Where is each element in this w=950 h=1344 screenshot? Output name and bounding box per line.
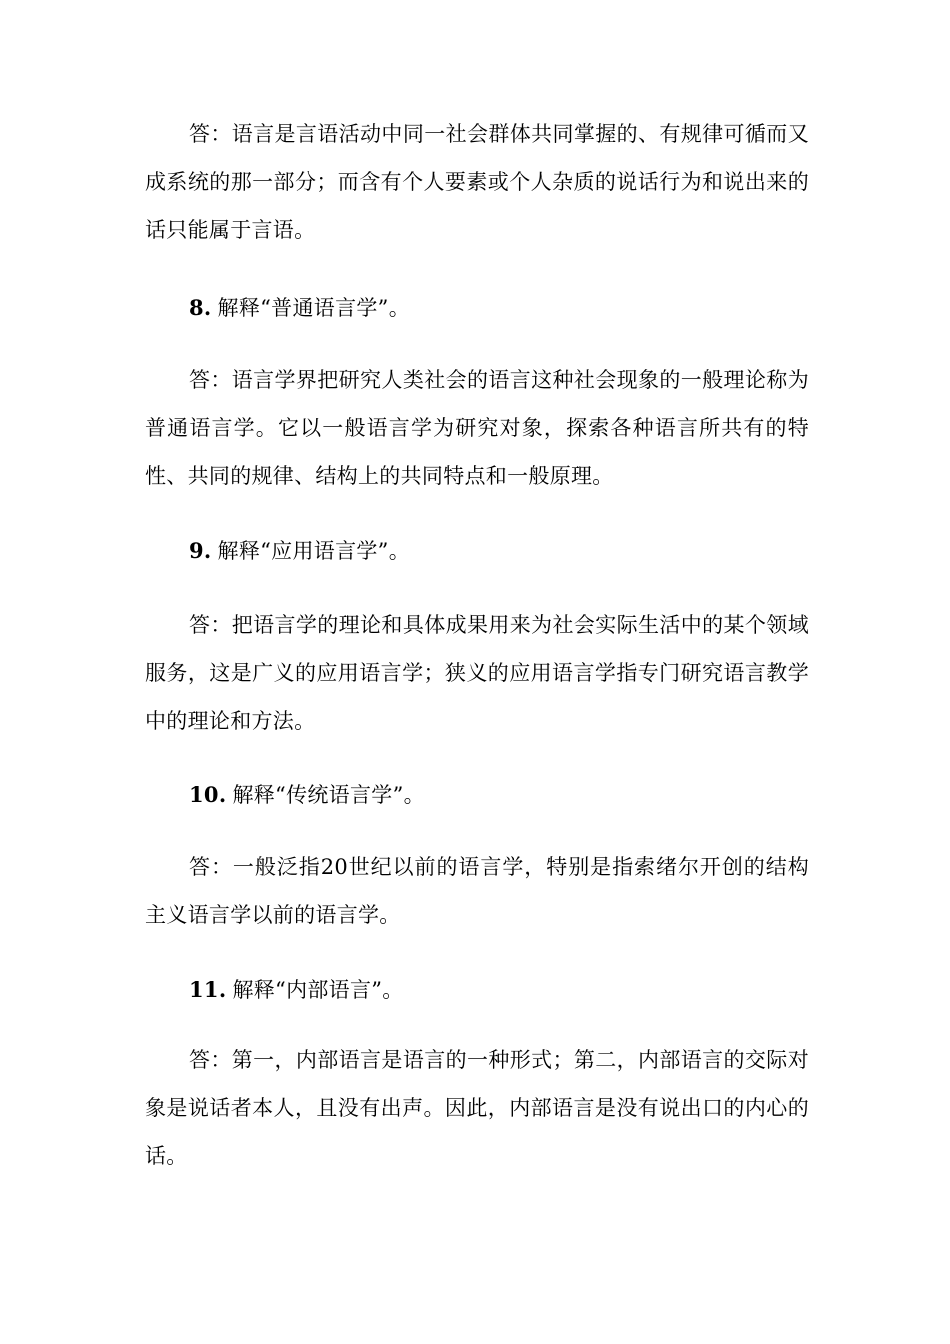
question-9-heading	[145, 527, 809, 575]
answer-11-paragraph: 答：第一，内部语言是语言的一种形式；第二，内部语言的交际对象是说话者本人，且没有出声。因此，内部语言是没有说出口的内心的话。	[145, 1048, 809, 1168]
answer-9-paragraph: 答：把语言学的理论和具体成果用来为社会实际生活中的某个领域服务，这是广义的应用语言学；狭义的应用语言学指专门研究语言教学中的理论和方法。	[145, 613, 809, 733]
question-9-number: 9.	[189, 538, 212, 563]
question-8-text: 解释“普通语言学”。	[217, 296, 411, 320]
answer-7-paragraph: 答：语言是言语活动中同一社会群体共同掌握的、有规律可循而又成系统的那一部分；而含有个人要素或个人杂质的说话行为和说出来的话只能属于言语。	[145, 122, 809, 242]
question-10-text: 解释“传统语言学”。	[232, 783, 425, 807]
question-11-heading	[145, 966, 809, 1014]
question-10-heading	[145, 771, 809, 819]
answer-10-paragraph: 答：一般泛指20世纪以前的语言学，特别是指索绪尔开创的结构主义语言学以前的语言学。	[145, 855, 809, 927]
answer-8-paragraph: 答：语言学界把研究人类社会的语言这种社会现象的一般理论称为普通语言学。它以一般语言学为研究对象，探索各种语言所共有的特性、共同的规律、结构上的共同特点和一般原理。	[145, 368, 809, 488]
question-11-text: 解释“内部语言”。	[232, 978, 404, 1002]
question-9-text: 解释“应用语言学”。	[217, 539, 411, 563]
question-8-number: 8.	[189, 295, 212, 320]
question-8-heading	[145, 284, 809, 332]
question-10-number: 10.	[189, 782, 227, 807]
question-11-number: 11.	[189, 977, 227, 1002]
